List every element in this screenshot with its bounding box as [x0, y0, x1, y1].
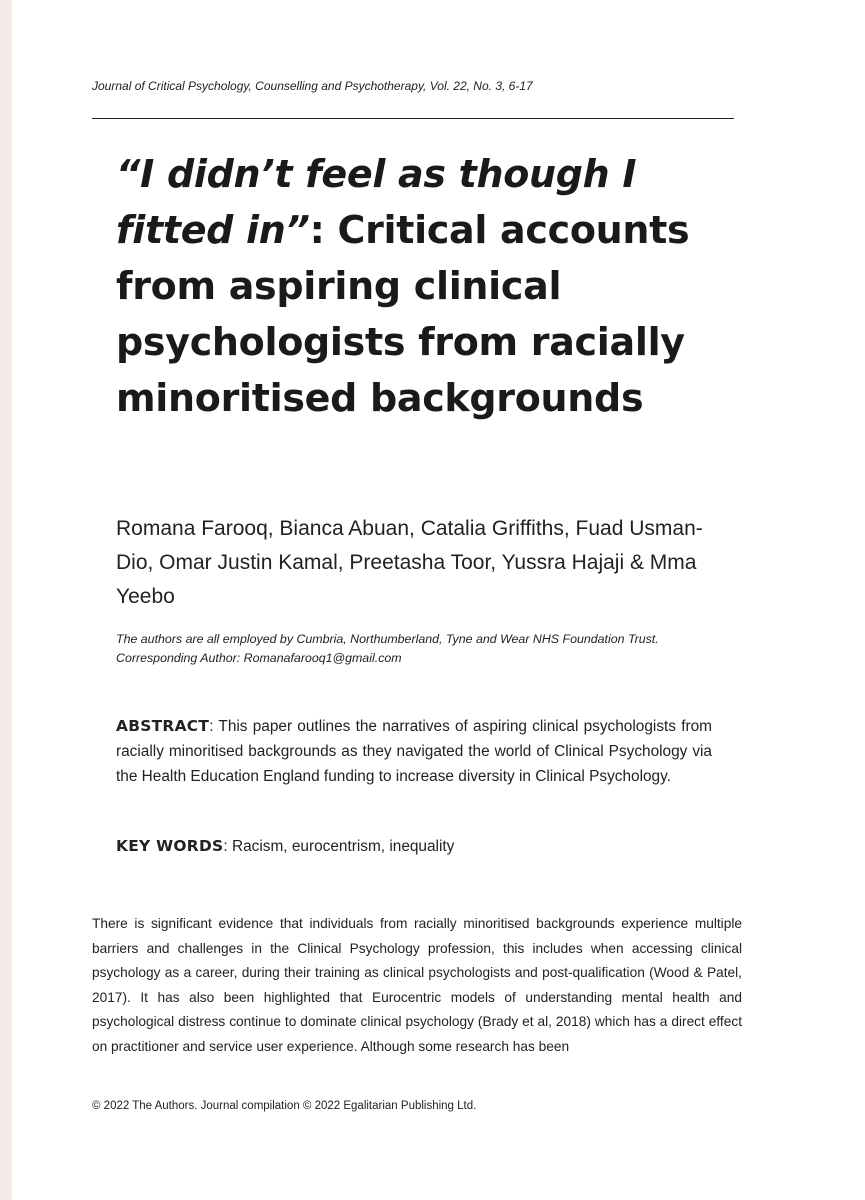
title-rest: : Critical accounts from aspiring clinical psychologists from racially minoritised backgrounds — [116, 208, 690, 420]
author-affiliation: The authors are all employed by Cumbria, Northumberland, Tyne and Wear NHS Foundation Trust. Corresponding Author: Romanafarooq1@gmail.com — [116, 632, 659, 665]
header-rule — [92, 118, 734, 119]
body-paragraph: There is significant evidence that individuals from racially minoritised backgrounds experience multiple barriers and challenges in the Clinical Psychology profession, this includes when accessing clinical psychology as a career, during their training as clinical psychologists and post-qualification (Wood & Patel, 2017). It has also been highlighted that Eurocentric models of understanding mental health and psychological distress continue to dominate clinical psychology (Brady et al, 2018) which has a direct effect on practitioner and service user experience. Although some research has been — [92, 916, 742, 1054]
abstract-text: : This paper outlines the narratives of aspiring clinical psychologists from racially minoritised backgrounds as they navigated the world of Clinical Psychology via the Health Education England funding to increase diversity in Clinical Psychology. — [116, 718, 712, 785]
author-list: Romana Farooq, Bianca Abuan, Catalia Griffiths, Fuad Usman-Dio, Omar Justin Kamal, Preetasha Toor, Yussra Hajaji & Mma Yeebo — [116, 517, 703, 608]
copyright-footer: © 2022 The Authors. Journal compilation © 2022 Egalitarian Publishing Ltd. — [92, 1100, 477, 1112]
title-quote: “I didn’t feel as though I fitted in” — [116, 152, 637, 252]
journal-header: Journal of Critical Psychology, Counselling and Psychotherapy, Vol. 22, No. 3, 6-17 — [92, 79, 533, 93]
abstract — [116, 714, 712, 789]
keywords — [116, 834, 712, 859]
paper-page — [12, 0, 865, 1200]
abstract-label: ABSTRACT — [116, 717, 210, 735]
keywords-text: : Racism, eurocentrism, inequality — [223, 838, 455, 855]
keywords-label: KEY WORDS — [116, 837, 224, 855]
article-title — [116, 146, 736, 426]
